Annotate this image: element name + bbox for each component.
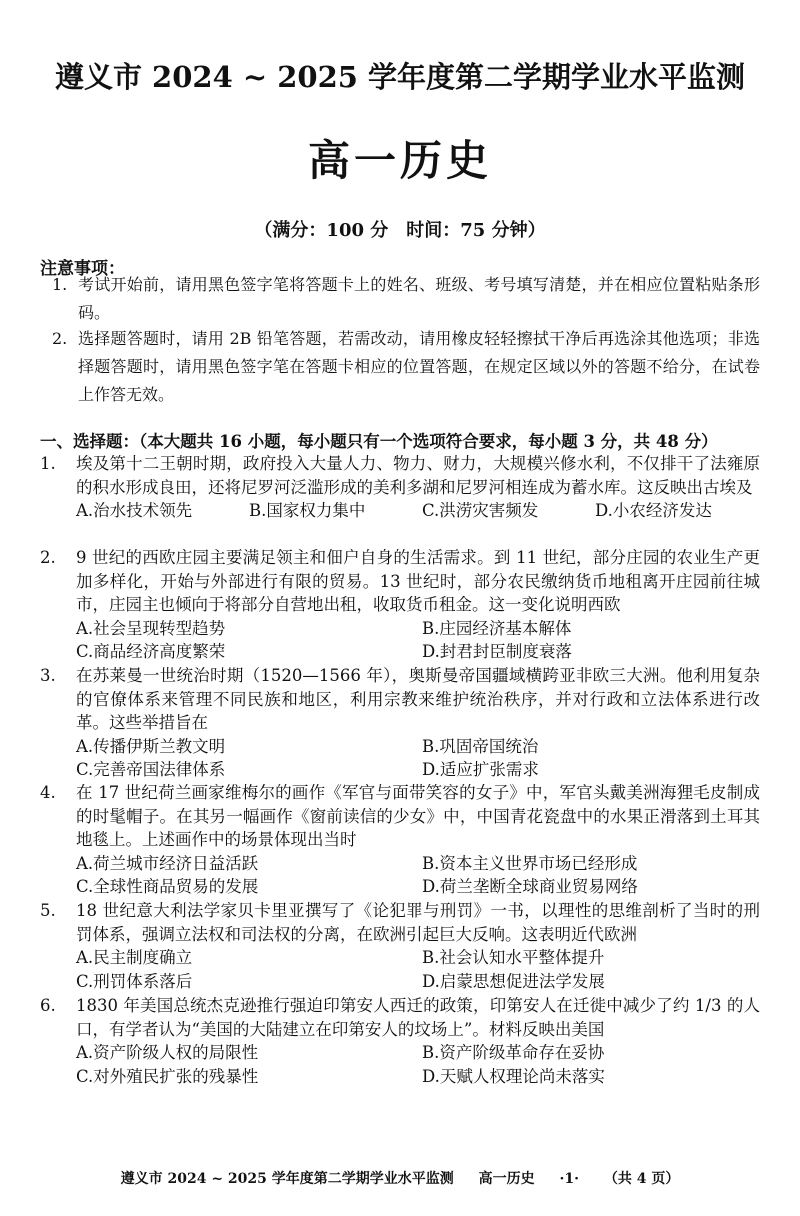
question [40, 781, 760, 899]
options [76, 946, 760, 993]
options [76, 852, 760, 899]
option-c: C.全球性商品贸易的发展 [76, 877, 259, 896]
option-c: C.完善帝国法律体系 [76, 760, 226, 779]
exam-title: 遵义市 2024 ~ 2025 学年度第二学期学业水平监测 [54, 60, 746, 94]
question-number: 5. [40, 901, 56, 920]
option-b: B.资本主义世界市场已经形成 [422, 853, 638, 873]
option-d: D.天赋人权理论尚未落实 [422, 1066, 605, 1086]
page-footer [0, 1168, 800, 1188]
option-a: A.荷兰城市经济日益活跃 [76, 853, 259, 873]
option-a: A.传播伊斯兰教文明 [76, 736, 226, 756]
footer-page-number: ·1· [559, 1171, 580, 1187]
question-stem: 在苏莱曼一世统治时期（1520—1566 年），奥斯曼帝国疆域横跨亚非欧三大洲。他利用复杂的官僚体系来管理不同民族和地区，利用宗教来维护统治秩序，并对行政和立法体系进行改革。这些举措旨在 [76, 666, 760, 732]
question [40, 664, 760, 782]
question [40, 899, 760, 993]
option-a: A.社会呈现转型趋势 [76, 618, 226, 638]
options [76, 735, 760, 782]
question [40, 452, 760, 523]
options [76, 617, 760, 664]
question-stem: 1830 年美国总统杰克逊推行强迫印第安人西迁的政策，印第安人在迁徙中减少了约 1/3 的人口，有学者认为“美国的大陆建立在印第安人的坟场上”。材料反映出美国 [76, 996, 760, 1039]
question-stem: 在 17 世纪荷兰画家维梅尔的画作《军官与面带笑容的女子》中，军官头戴美洲海狸毛皮制成的时髦帽子。在其另一幅画作《窗前读信的少女》中，中国青花瓷盘中的水果正滑落到土耳其地毯上。上述画作中的场景体现出当时 [76, 783, 760, 849]
note-item [52, 325, 760, 409]
option-d: D.小农经济发达 [595, 501, 712, 520]
footer-exam: 遵义市 2024 ~ 2025 学年度第二学期学业水平监测 [120, 1171, 454, 1187]
note-number: 1. [52, 275, 68, 294]
question-stem: 18 世纪意大利法学家贝卡里亚撰写了《论犯罪与刑罚》一书，以理性的思维剖析了当时的刑罚体系，强调立法权和司法权的分离，在欧洲引起巨大反响。这表明近代欧洲 [76, 901, 760, 944]
option-b: B.社会认知水平整体提升 [422, 948, 605, 967]
option-d: D.启蒙思想促进法学发展 [422, 971, 605, 991]
option-b: B.巩固帝国统治 [422, 736, 539, 756]
page-title: 高一历史 [307, 136, 492, 185]
footer-subject: 高一历史 [478, 1171, 535, 1187]
question-number: 2. [40, 548, 56, 567]
question-stem: 9 世纪的西欧庄园主要满足领主和佃户自身的生活需求。到 11 世纪，部分庄园的农业生产更加多样化，开始与外部进行有限的贸易。13 世纪时，部分农民缴纳货币地租离开庄园前往城市，庄园主也倾向于将部分自营地出租，收取货币租金。这一变化说明西欧 [76, 548, 760, 614]
section-heading: 一、选择题：（本大题共 16 小题，每小题只有一个选项符合要求，每小题 3 分，共 48 分） [40, 432, 718, 451]
option-b: B.庄园经济基本解体 [422, 618, 572, 638]
footer-total-pages: （共 4 页） [603, 1171, 680, 1187]
question [40, 546, 760, 664]
option-a: A.民主制度确立 [76, 948, 193, 967]
options [76, 499, 760, 523]
note-text: 考试开始前，请用黑色签字笔将答题卡上的姓名、班级、考号填写清楚，并在相应位置粘贴条形码。 [78, 275, 760, 322]
option-c: C.商品经济高度繁荣 [76, 642, 226, 661]
question-number: 6. [40, 996, 56, 1015]
option-c: C.刑罚体系落后 [76, 971, 193, 991]
question [40, 994, 760, 1088]
note-number: 2. [52, 329, 68, 348]
notes-heading: 注意事项： [40, 259, 125, 279]
question-stem: 埃及第十二王朝时期，政府投入大量人力、物力、财力，大规模兴修水利，不仅排干了法雍原的积水形成良田，还将尼罗河泛滥形成的美利多湖和尼罗河相连成为蓄水库。这反映出古埃及 [76, 454, 760, 497]
option-a: A.资产阶级人权的局限性 [76, 1043, 259, 1062]
option-b: B.资产阶级革命存在妥协 [422, 1043, 605, 1062]
question-number: 1. [40, 454, 56, 473]
exam-meta: （满分：100 分 时间：75 分钟） [254, 220, 546, 241]
option-d: D.适应扩张需求 [422, 760, 539, 779]
option-a: A.治水技术领先 [76, 501, 193, 520]
option-b: B.国家权力集中 [249, 501, 366, 520]
note-item [52, 271, 760, 327]
option-d: D.封君封臣制度衰落 [422, 642, 572, 661]
option-d: D.荷兰垄断全球商业贸易网络 [422, 877, 638, 896]
question-number: 3. [40, 666, 56, 685]
option-c: C.洪涝灾害频发 [422, 501, 539, 520]
options [76, 1041, 760, 1088]
question-number: 4. [40, 783, 56, 802]
option-c: C.对外殖民扩张的残暴性 [76, 1066, 259, 1086]
note-text: 选择题答题时，请用 2B 铅笔答题，若需改动，请用橡皮轻轻擦拭干净后再选涂其他选项；非选择题答题时，请用黑色签字笔在答题卡相应的位置答题，在规定区域以外的答题不给分，在试卷上作答无效。 [78, 329, 760, 404]
